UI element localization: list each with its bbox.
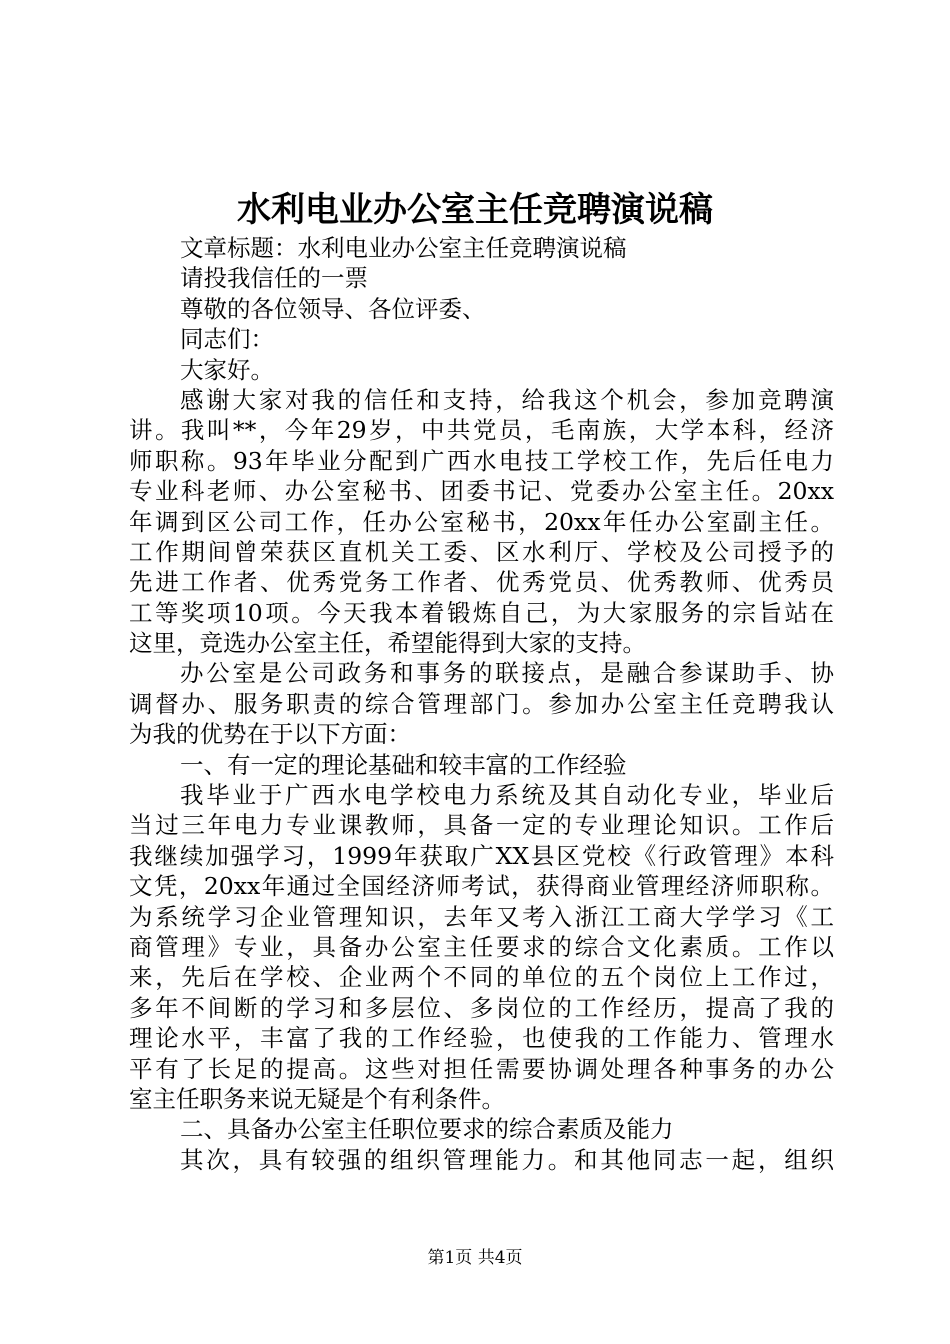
document-body (129, 233, 834, 1175)
text-line: 大家好。 (180, 355, 274, 384)
text-line: 我毕业于广西水电学校电力系统及其自动化专业，毕业后 (180, 781, 834, 810)
text-line: 专业科老师、办公室秘书、团委书记、党委办公室主任。20xx (129, 477, 834, 506)
text-line: 讲。我叫**，今年29岁，中共党员，毛南族，大学本科，经济 (129, 416, 834, 445)
text-line: 理论水平，丰富了我的工作经验，也使我的工作能力、管理水 (129, 1024, 834, 1053)
text-line: 为系统学习企业管理知识，去年又考入浙江工商大学学习《工 (129, 902, 834, 931)
text-line: 同志们： (180, 325, 274, 354)
text-line: 平有了长足的提高。这些对担任需要协调处理各种事务的办公 (129, 1054, 834, 1083)
text-line: 师职称。93年毕业分配到广西水电技工学校工作，先后任电力 (129, 446, 834, 475)
text-line: 先进工作者、优秀党务工作者、优秀党员、优秀教师、优秀员 (129, 568, 834, 597)
text-line: 其次，具有较强的组织管理能力。和其他同志一起，组织 (180, 1145, 834, 1174)
text-line: 工作期间曾荣获区直机关工委、区水利厅、学校及公司授予的 (129, 537, 834, 566)
text-line: 请投我信任的一票 (180, 264, 368, 293)
text-line: 多年不间断的学习和多层位、多岗位的工作经历，提高了我的 (129, 993, 834, 1022)
text-line: 年调到区公司工作，任办公室秘书，20xx年任办公室副主任。 (129, 507, 834, 536)
text-line: 感谢大家对我的信任和支持，给我这个机会，参加竞聘演 (180, 385, 834, 414)
text-line: 尊敬的各位领导、各位评委、 (180, 294, 486, 323)
text-line: 办公室是公司政务和事务的联接点，是融合参谋助手、协 (180, 659, 834, 688)
text-line: 文凭，20xx年通过全国经济师考试，获得商业管理经济师职称。 (129, 872, 834, 901)
text-line: 当过三年电力专业课教师，具备一定的专业理论知识。工作后 (129, 811, 834, 840)
page-footer: 第1页 共4页 (427, 1248, 523, 1268)
text-line: 调督办、服务职责的综合管理部门。参加办公室主任竞聘我认 (129, 689, 834, 718)
document-title: 水利电业办公室主任竞聘演说稿 (237, 190, 713, 230)
text-line: 这里，竞选办公室主任，希望能得到大家的支持。 (129, 629, 646, 658)
text-line: 一、有一定的理论基础和较丰富的工作经验 (180, 750, 627, 779)
text-line: 来，先后在学校、企业两个不同的单位的五个岗位上工作过， (129, 963, 834, 992)
text-line: 文章标题：水利电业办公室主任竞聘演说稿 (180, 234, 627, 262)
text-line: 工等奖项10项。今天我本着锻炼自己，为大家服务的宗旨站在 (129, 598, 834, 627)
text-line: 二、具备办公室主任职位要求的综合素质及能力 (180, 1115, 674, 1144)
text-line: 我继续加强学习，1999年获取广XX县区党校《行政管理》本科 (129, 841, 834, 870)
text-line: 室主任职务来说无疑是个有利条件。 (129, 1084, 505, 1113)
text-line: 商管理》专业，具备办公室主任要求的综合文化素质。工作以 (129, 932, 834, 961)
text-line: 为我的优势在于以下方面： (129, 720, 411, 749)
